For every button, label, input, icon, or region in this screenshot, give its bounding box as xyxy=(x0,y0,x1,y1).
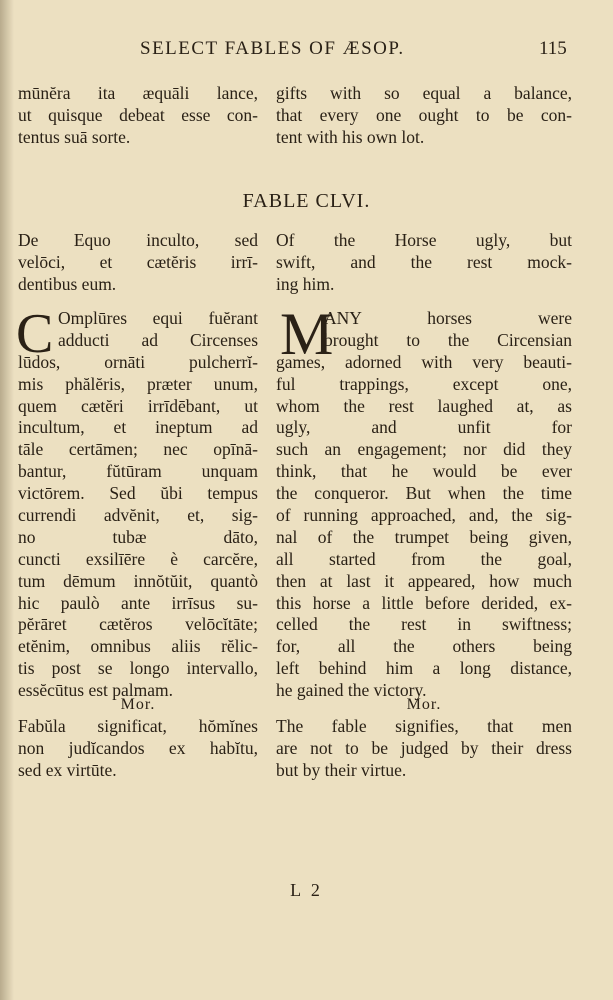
text-line: currendi advĕnit, et, sig- xyxy=(18,505,258,526)
text-line: ing him. xyxy=(276,273,335,294)
text-line: whom the rest laughed at, as xyxy=(276,395,572,416)
text-line: left behind him a long distance, xyxy=(276,658,572,679)
text-line: De Equo inculto, sed xyxy=(18,230,258,250)
running-title: SELECT FABLES OF ÆSOP. xyxy=(140,38,405,59)
text-line: but by their virtue. xyxy=(276,759,407,780)
text-line: Omplūres equi fuĕrant xyxy=(58,308,258,328)
text-line: all started from the goal, xyxy=(276,548,572,569)
text-line: mis phălĕris, præter unum, xyxy=(18,373,258,394)
top-latin-block xyxy=(18,83,258,149)
fable-title: FABLE CLVI. xyxy=(242,190,371,212)
text-line: Of the Horse ugly, but xyxy=(276,230,572,250)
text-line: pĕrāret cætĕros velōcĭtāte; xyxy=(18,614,258,635)
text-line: ut quisque debeat esse con- xyxy=(18,104,258,125)
text-line: adducti ad Circenses xyxy=(58,329,258,350)
text-line: victōrem. Sed ŭbi tempus xyxy=(18,483,258,504)
body-latin xyxy=(16,303,258,702)
moral-heading: Mor. xyxy=(406,696,442,713)
text-line: games, adorned with very beauti- xyxy=(276,351,572,372)
text-line: no tubæ dāto, xyxy=(18,526,258,547)
text-line: essĕcūtus est palmam. xyxy=(18,680,174,701)
text-line: bantur, fŭtūram unquam xyxy=(18,461,258,482)
text-line: sed ex virtūte. xyxy=(18,759,117,780)
text-line: tentus suā sorte. xyxy=(18,126,131,147)
text-line: mūnĕra ita æquāli lance, xyxy=(18,83,258,103)
text-line: quem cætĕri irrīdēbant, ut xyxy=(18,395,258,416)
moral-heading: Mor. xyxy=(120,696,156,713)
argument-english xyxy=(276,230,572,296)
top-english-block xyxy=(276,83,572,149)
text-line: brought to the Circensian xyxy=(324,329,572,350)
text-line: this horse a little before derided, ex- xyxy=(276,592,572,613)
text-line: he gained the victory. xyxy=(276,680,427,701)
text-line: non judĭcandos ex habĭtu, xyxy=(18,737,258,758)
signature-mark: L 2 xyxy=(290,880,323,900)
text-line: incultum, et ineptum ad xyxy=(18,417,258,438)
text-line: ful trappings, except one, xyxy=(276,373,572,394)
text-line: ugly, and unfit for xyxy=(276,417,572,438)
running-header xyxy=(0,38,613,64)
text-line: velōci, et cætĕris irrī- xyxy=(18,251,258,272)
gutter-shadow xyxy=(0,0,14,1000)
text-line: tent with his own lot. xyxy=(276,126,425,147)
text-line: then at last it appeared, how much xyxy=(276,570,572,591)
text-line: such an engagement; nor did they xyxy=(276,439,572,460)
text-line: for, all the others being xyxy=(276,636,572,657)
latin-drop-cap: C xyxy=(16,303,54,365)
text-line: swift, and the rest mock- xyxy=(276,251,572,272)
text-line: The fable signifies, that men xyxy=(276,715,572,736)
text-line: lūdos, ornāti pulcherrĭ- xyxy=(18,351,258,372)
english-drop-cap: M xyxy=(280,301,334,367)
text-line: tis post se longo intervallo, xyxy=(18,658,258,679)
text-line: tāle certāmen; nec opīnā- xyxy=(18,439,258,460)
text-line: are not to be judged by their dress xyxy=(276,737,572,758)
text-line: ANY horses were xyxy=(324,308,572,328)
text-line: hic paulò ante irrīsus su- xyxy=(18,592,258,613)
text-line: gifts with so equal a balance, xyxy=(276,83,572,103)
text-line: tum dēmum innŏtŭit, quantò xyxy=(18,570,258,591)
text-line: etĕnim, omnibus aliis rĕlic- xyxy=(18,636,258,657)
argument-latin xyxy=(18,230,258,296)
text-line: Fabŭla significat, hŏmĭnes xyxy=(18,715,258,736)
text-line: think, that he would be ever xyxy=(276,461,572,482)
text-line: of running approached, and, the sig- xyxy=(276,505,572,526)
text-line: nal of the trumpet being given, xyxy=(276,526,572,547)
text-line: dentibus eum. xyxy=(18,273,117,294)
body-english xyxy=(276,301,572,702)
moral-english xyxy=(276,694,572,782)
page-number: 115 xyxy=(539,38,567,59)
text-line: cuncti exsilīēre è carcĕre, xyxy=(18,548,258,569)
moral-latin xyxy=(18,694,258,782)
text-line: the conqueror. But when the time xyxy=(276,483,572,504)
text-line: that every one ought to be con- xyxy=(276,104,572,125)
text-line: celled the rest in swiftness; xyxy=(276,614,572,635)
